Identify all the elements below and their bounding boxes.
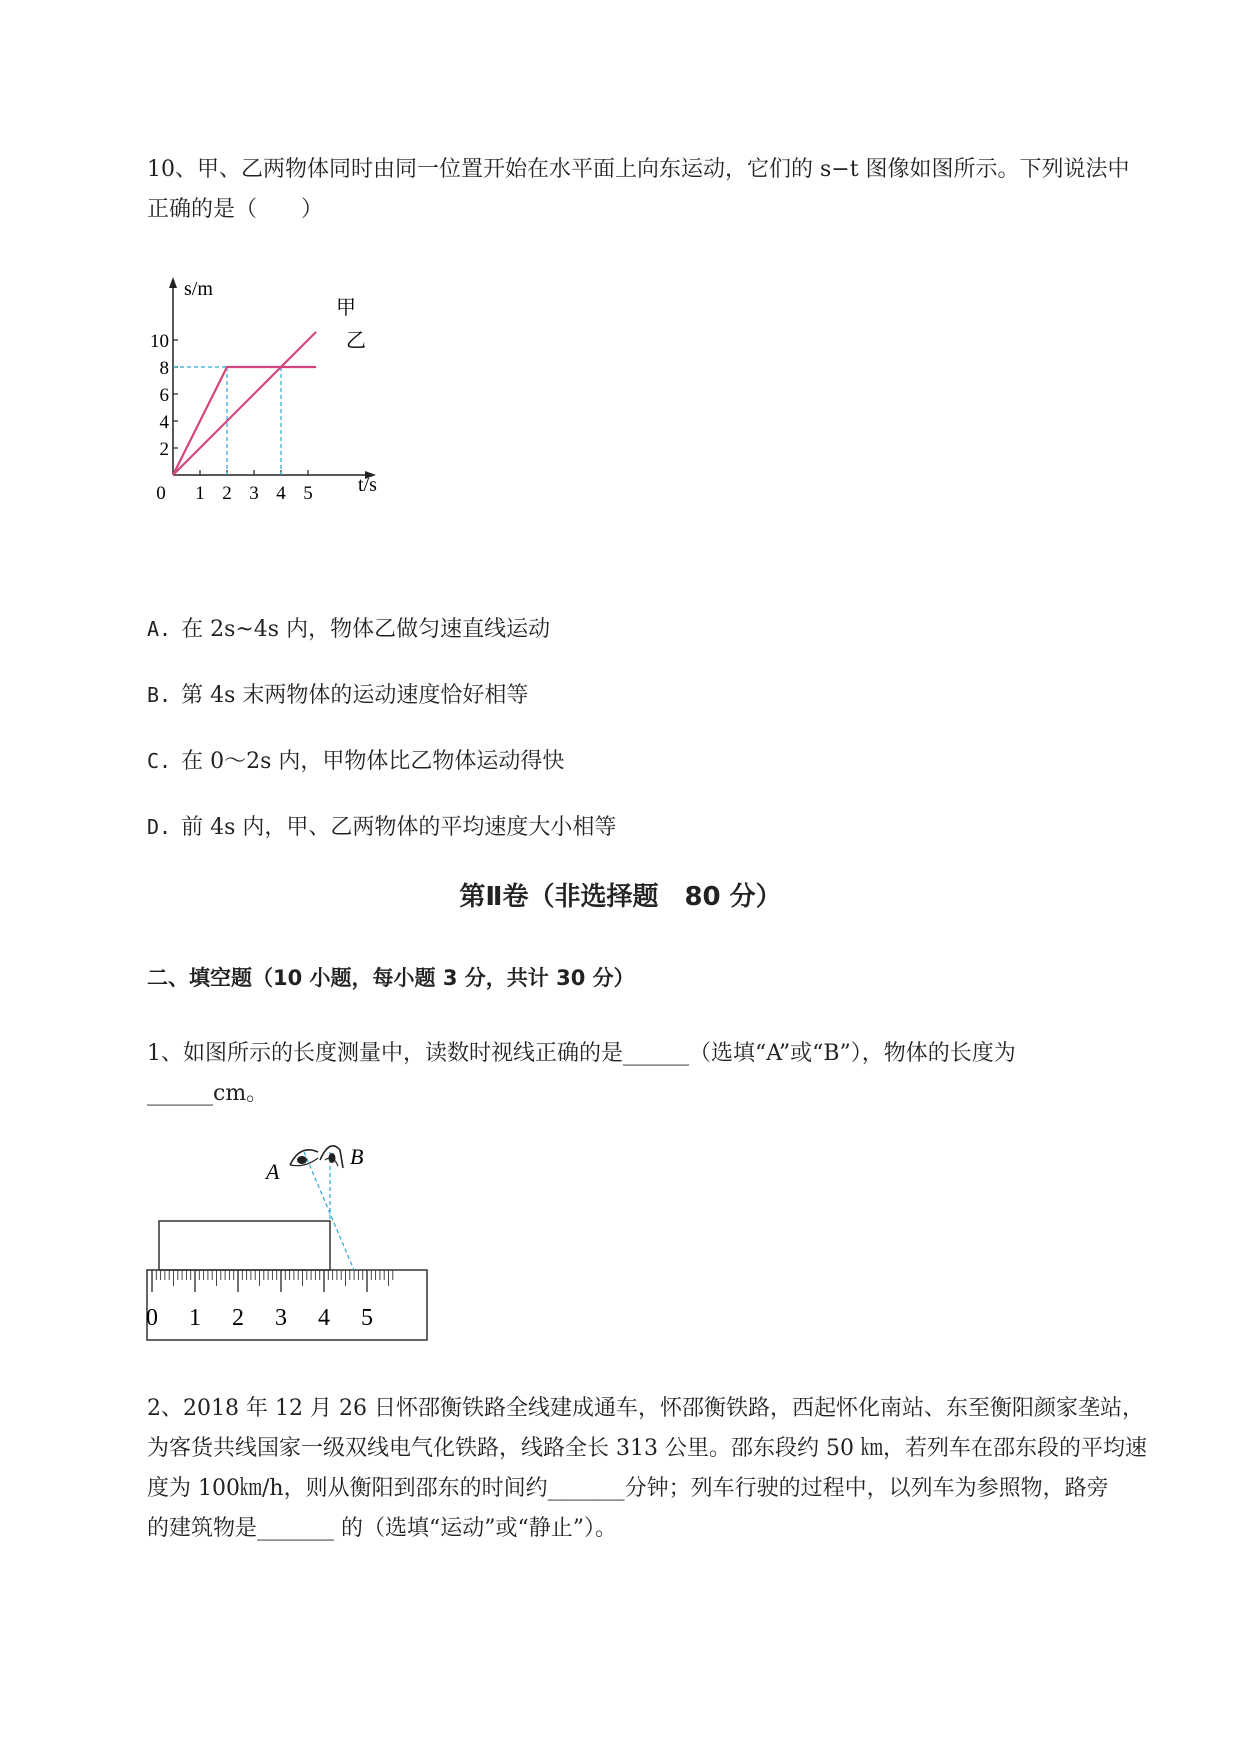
y-tick-label: 2 xyxy=(159,439,169,460)
y-axis-arrow xyxy=(169,277,177,288)
label-b: B xyxy=(350,1144,364,1169)
x-tick-label: 2 xyxy=(222,483,232,504)
ruler-number: 4 xyxy=(318,1305,330,1331)
question-2-line-3: 度为 100㎞/h，则从衡阳到邵东的时间约_______分钟；列车行驶的过程中，以列车为参照物，路旁 xyxy=(147,1476,1109,1501)
y-tick-label: 8 xyxy=(159,358,169,379)
ruler-figure xyxy=(140,1130,440,1360)
ruler-number: 0 xyxy=(146,1305,158,1331)
y-tick-label: 10 xyxy=(150,331,169,352)
x-tick-label: 3 xyxy=(249,483,259,504)
eye-b-icon xyxy=(320,1146,343,1168)
x-tick-label: 0 xyxy=(156,483,166,504)
x-tick-label: 5 xyxy=(303,483,313,504)
section-title: 第Ⅱ卷（非选择题 80 分） xyxy=(459,882,782,912)
series-line-jia xyxy=(173,332,316,475)
option-c-text: 在 0～2s 内，甲物体比乙物体运动得快 xyxy=(181,749,565,774)
y-tick-label: 6 xyxy=(159,385,169,406)
option-a-text: 在 2s~4s 内，物体乙做匀速直线运动 xyxy=(181,617,551,642)
option-a-letter: A. xyxy=(147,617,172,641)
x-axis-label: t/s xyxy=(358,474,377,496)
option-b-letter: B. xyxy=(147,683,172,707)
option-c xyxy=(147,744,564,775)
ruler-number: 2 xyxy=(232,1305,244,1331)
x-tick-label: 4 xyxy=(276,483,286,504)
series-line-yi xyxy=(173,367,316,475)
question-10-stem xyxy=(147,150,1157,230)
series-label-yi: 乙 xyxy=(346,330,366,352)
question-1-line-1: 1、如图所示的长度测量中，读数时视线正确的是______（选填“A”或“B”），物体的长度为 xyxy=(147,1041,1016,1066)
question-1-line-2: ______cm。 xyxy=(147,1081,269,1106)
series-label-jia: 甲 xyxy=(336,297,356,319)
question-10-line-2: 正确的是（ ） xyxy=(147,197,324,222)
option-a xyxy=(147,612,550,643)
option-d-letter: D. xyxy=(147,815,172,839)
question-10-line-1: 10、甲、乙两物体同时由同一位置开始在水平面上向东运动，它们的 s−t 图像如图所示。下列说法中 xyxy=(147,157,1130,182)
question-1-stem xyxy=(147,1034,1157,1114)
ruler-number: 1 xyxy=(189,1305,201,1331)
option-b xyxy=(147,678,528,709)
question-2-line-2: 为客货共线国家一级双线电气化铁路，线路全长 313 公里。邵东段约 50 ㎞，若列车在邵东段的平均速 xyxy=(147,1436,1147,1461)
label-a: A xyxy=(266,1159,280,1184)
measured-object xyxy=(159,1221,330,1270)
ruler-number: 5 xyxy=(361,1305,373,1331)
question-2-stem xyxy=(147,1389,1157,1549)
sight-line-a xyxy=(304,1152,354,1270)
question-2-line-4: 的建筑物是_______ 的（选填“运动”或“静止”）。 xyxy=(147,1516,617,1541)
y-tick-label: 4 xyxy=(159,412,169,433)
ruler-number: 3 xyxy=(275,1305,287,1331)
s-t-graph xyxy=(140,265,400,505)
section-subtitle: 二、填空题（10 小题，每小题 3 分，共计 30 分） xyxy=(147,966,635,990)
option-d xyxy=(147,810,616,841)
option-d-text: 前 4s 内，甲、乙两物体的平均速度大小相等 xyxy=(181,815,617,840)
option-c-letter: C. xyxy=(147,749,172,773)
y-axis-label: s/m xyxy=(184,278,213,300)
option-b-text: 第 4s 末两物体的运动速度恰好相等 xyxy=(181,683,529,708)
question-2-line-1: 2、2018 年 12 月 26 日怀邵衡铁路全线建成通车，怀邵衡铁路，西起怀化南站、东至衡阳颜家垄站， xyxy=(147,1396,1144,1421)
x-tick-label: 1 xyxy=(195,483,205,504)
